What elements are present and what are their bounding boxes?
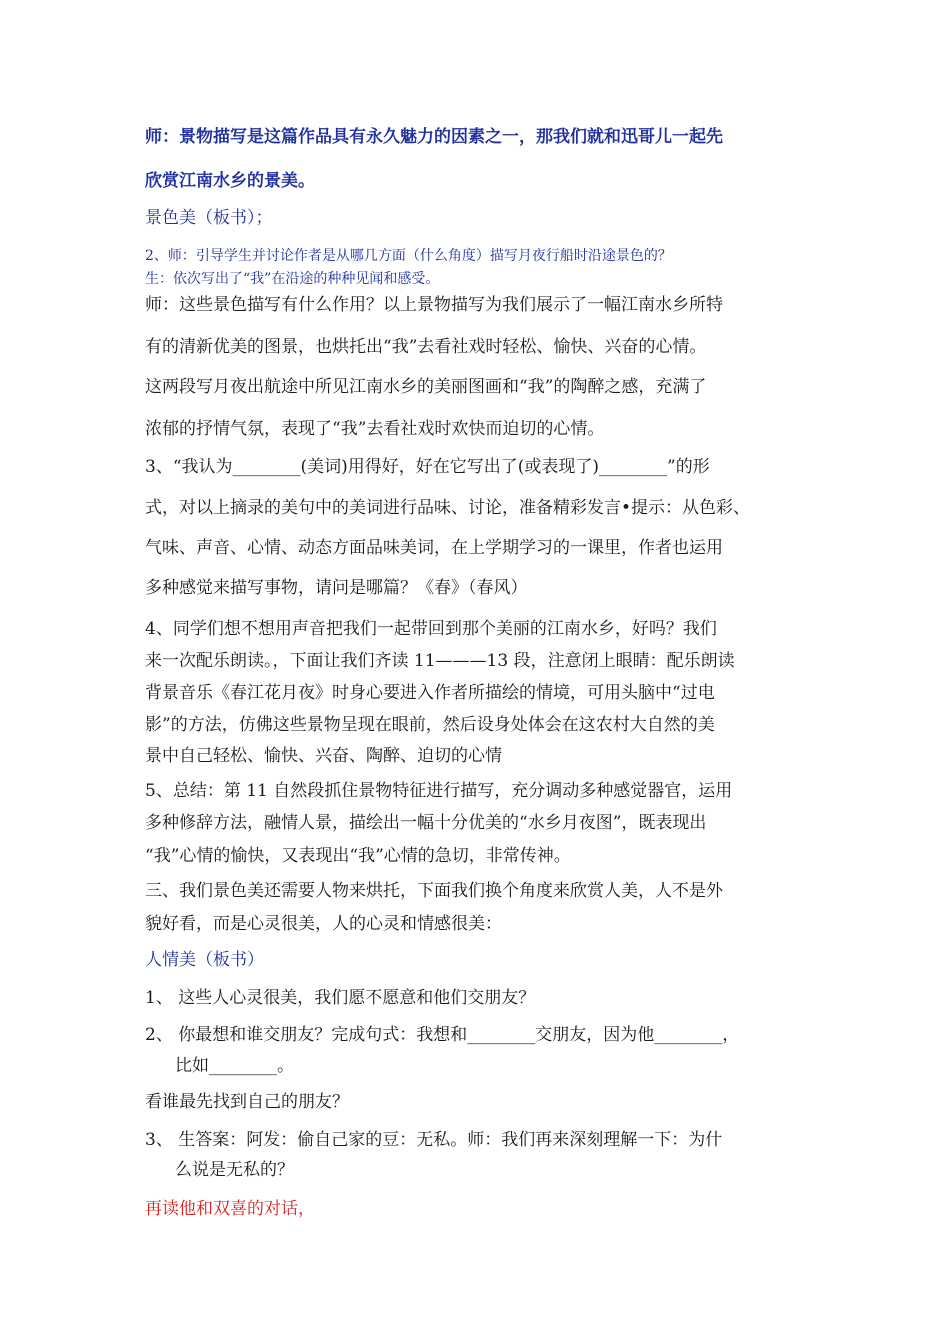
text-line: 景中自己轻松、愉快、兴奋、陶醉、迫切的心情	[145, 746, 502, 766]
text-line: 浓郁的抒情气氛，表现了“我”去看社戏时欢快而迫切的心情。	[145, 419, 605, 439]
text-line: 欣赏江南水乡的景美。	[145, 171, 315, 191]
text-line: 貌好看，而是心灵很美，人的心灵和情感很美：	[145, 914, 502, 934]
list-item: 1、 这些人心灵很美，我们愿不愿意和他们交朋友？	[145, 988, 536, 1008]
text-line: 比如________。	[175, 1056, 294, 1076]
text-line: 4、同学们想不想用声音把我们一起带回到那个美丽的江南水乡，好吗？我们	[145, 619, 717, 639]
text-line: 影”的方法，仿佛这些景物呈现在眼前，然后设身处体会在这农村大自然的美	[145, 715, 715, 735]
text-line: “我”心情的愉快，又表现出“我”心情的急切，非常传神。	[145, 846, 571, 866]
text-line: 三、我们景色美还需要人物来烘托，下面我们换个角度来欣赏人美，人不是外	[145, 881, 723, 901]
text-line: 背景音乐《春江花月夜》时身心要进入作者所描绘的情境，可用头脑中“过电	[145, 683, 715, 703]
text-line: 气味、声音、心情、动态方面品味美词，在上学期学习的一课里，作者也运用	[145, 538, 723, 558]
text-line: 3、“我认为________(美词)用得好，好在它写出了(或表现了)________”的形	[145, 457, 710, 477]
text-line: 5、总结：第 11 自然段抓住景物特征进行描写，充分调动多种感觉器官，运用	[145, 781, 733, 801]
text-line: 么说是无私的？	[175, 1160, 294, 1180]
section-heading: 景色美（板书）；	[145, 208, 273, 228]
list-item: 2、 你最想和谁交朋友？完成句式：我想和________交朋友，因为他________，	[145, 1025, 740, 1045]
text-line: 生：依次写出了“我”在沿途的种种见闻和感受。	[145, 271, 440, 287]
text-line: 师：这些景色描写有什么作用？以上景物描写为我们展示了一幅江南水乡所特	[145, 295, 723, 315]
list-item: 3、 生答案：阿发：偷自己家的豆：无私。师：我们再来深刻理解一下：为什	[145, 1130, 723, 1150]
text-line: 再读他和双喜的对话，	[145, 1199, 315, 1219]
text-line: 来一次配乐朗读。，下面让我们齐读 11———13 段，注意闭上眼睛：配乐朗读	[145, 651, 735, 671]
text-line: 多种修辞方法，融情人景，描绘出一幅十分优美的“水乡月夜图”，既表现出	[145, 813, 707, 833]
text-line: 这两段写月夜出航途中所见江南水乡的美丽图画和“我”的陶醉之感，充满了	[145, 377, 707, 397]
text-line: 看谁最先找到自己的朋友？	[145, 1092, 349, 1112]
text-line: 式，对以上摘录的美句中的美词进行品味、讨论，准备精彩发言•提示：从色彩、	[145, 498, 751, 518]
section-heading: 人情美（板书）	[145, 950, 264, 970]
text-line: 2、师：引导学生并讨论作者是从哪几方面（什么角度）描写月夜行船时沿途景色的？	[145, 248, 672, 264]
text-line: 有的清新优美的图景，也烘托出“我”去看社戏时轻松、愉快、兴奋的心情。	[145, 337, 707, 357]
text-line: 多种感觉来描写事物，请问是哪篇？《春》（春风）	[145, 578, 528, 598]
text-line: 师：景物描写是这篇作品具有永久魅力的因素之一，那我们就和迅哥儿一起先	[145, 127, 723, 147]
